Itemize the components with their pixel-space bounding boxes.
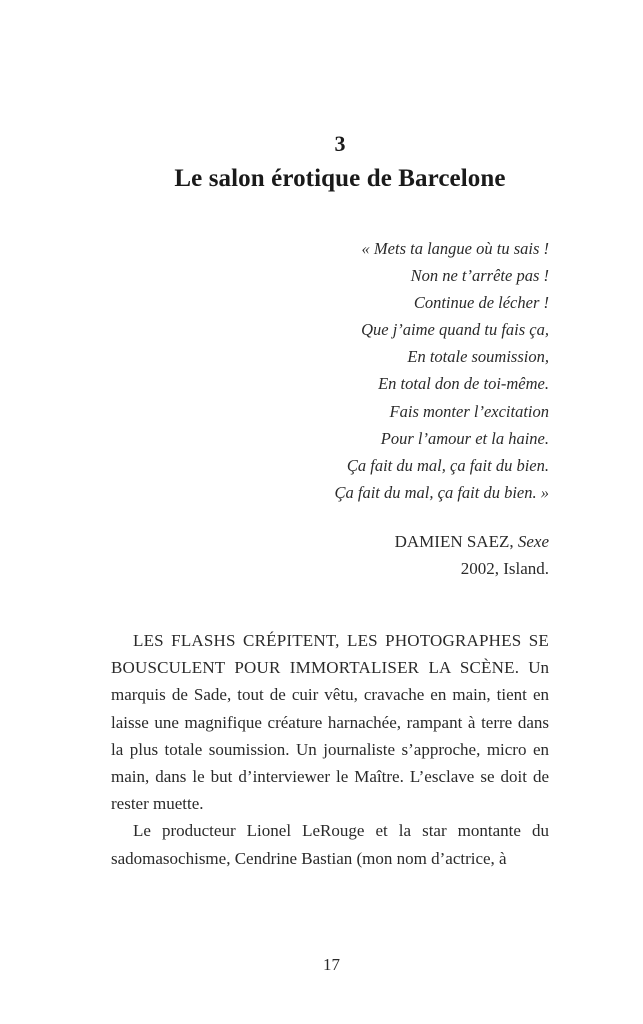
paragraph-text: Un marquis de Sade, tout de cuir vêtu, cravache en main, tient en laisse une magnifique créature harnachée, rampant à terre dans la plus totale soumission. Un journaliste s’approche, micro en main, dans le but d’interviewer le Maître. L’esclave se doit de rester muette.	[111, 658, 550, 814]
epigraph-line: Ça fait du mal, ça fait du bien. »	[334, 482, 549, 502]
attribution-author: DAMIEN SAEZ,	[394, 532, 518, 551]
page-number: 17	[323, 955, 340, 974]
epigraph-line: Fais monter l’excitation	[389, 401, 549, 421]
attribution-author-line	[395, 528, 549, 555]
paragraph	[111, 627, 549, 817]
epigraph-line: Ça fait du mal, ça fait du bien.	[346, 455, 549, 475]
epigraph-line: Non ne t’arrête pas !	[410, 266, 549, 286]
attribution-work: Sexe	[517, 532, 549, 551]
paragraph-opening-caps: LES FLASHS CRÉPITENT, LES PHOTOGRAPHES SE BOUSCULENT POUR IMMORTALISER LA SCÈNE.	[111, 631, 549, 678]
epigraph-line: En total don de toi-même.	[378, 374, 549, 394]
epigraph	[335, 235, 550, 506]
epigraph-line: En totale soumission,	[407, 347, 549, 367]
chapter-number: 3	[334, 131, 346, 156]
epigraph-line: Pour l’amour et la haine.	[380, 428, 549, 448]
attribution-details: 2002, Island.	[460, 559, 549, 578]
body-text	[111, 627, 549, 872]
epigraph-line: « Mets ta langue où tu sais !	[361, 239, 549, 258]
chapter-title: Le salon érotique de Barcelone	[174, 165, 506, 192]
epigraph-line: Que j’aime quand tu fais ça,	[361, 320, 549, 340]
epigraph-attribution	[395, 528, 549, 582]
epigraph-line: Continue de lécher !	[413, 293, 549, 313]
paragraph	[111, 817, 549, 871]
paragraph-text: Le producteur Lionel LeRouge et la star montante du sadomasochisme, Cendrine Bastian (mon nom d’actrice, à	[111, 821, 549, 868]
